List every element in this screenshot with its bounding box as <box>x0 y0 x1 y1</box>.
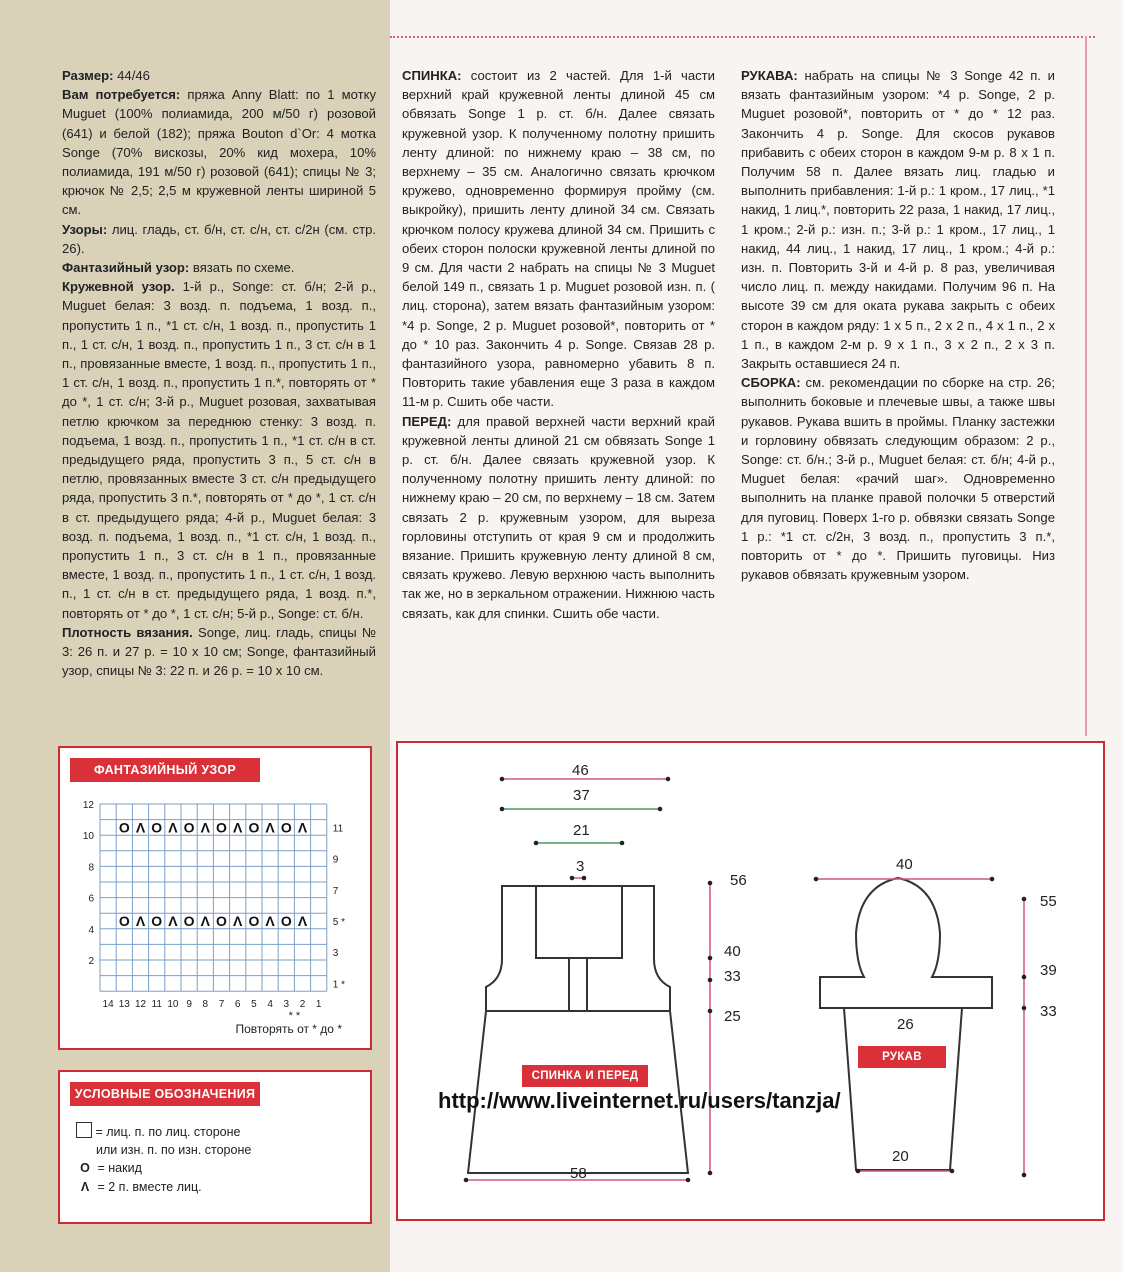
dim-40-label: 40 <box>724 943 741 960</box>
right-rule-divider <box>1085 36 1087 736</box>
dim-26-label: 26 <box>897 1016 914 1033</box>
lace-label: Кружевной узор. <box>62 279 175 295</box>
yarnover-icon: O <box>80 1161 90 1175</box>
sleeves-paragraph <box>741 66 1055 373</box>
materials-label: Вам потребуется: <box>62 87 181 103</box>
yarnover-icon: O <box>183 913 195 929</box>
assembly-paragraph <box>741 373 1055 584</box>
size-paragraph <box>62 66 376 85</box>
pattern-chart-title: ФАНТАЗИЙНЫЙ УЗОР <box>70 758 260 782</box>
yarnover-icon: O <box>151 913 163 929</box>
yarnover-icon: O <box>248 913 260 929</box>
k2tog-icon: Λ <box>135 819 146 836</box>
legend-box <box>58 1070 372 1224</box>
k2tog-icon: Λ <box>233 913 243 929</box>
row-label-left: 2 <box>88 956 94 967</box>
size-label: Размер: <box>62 68 114 83</box>
fancy-text: вязать по схеме. <box>189 260 295 276</box>
row-label-left: 4 <box>88 924 94 936</box>
k2tog-icon: Λ <box>233 819 243 836</box>
dim-20-label: 20 <box>892 1148 909 1165</box>
k2tog-icon: Λ <box>297 913 308 929</box>
row-label-left: 10 <box>82 831 94 843</box>
repeat-stars: * * <box>288 1010 301 1023</box>
patterns-label: Узоры: <box>62 221 108 237</box>
materials-text: пряжа Anny Blatt: по 1 мотку Muguet (100% полиамида, 200 м/50 г) розовой (641) и белой (182); пряжа Bouton d`Or: 4 мотка Songe (70% вискозы, 20% кид мохера, 10% полиамида, 191 м/50 г) розовой (641); спицы № 3; крючок № 2,5; 2,5 м кружевной ленты шириной 5 см. <box>62 87 376 218</box>
col-label: 13 <box>118 999 130 1011</box>
row-label-left: 12 <box>82 800 94 811</box>
body-label-tag: СПИНКА И ПЕРЕД <box>522 1065 648 1087</box>
row-label-right: 9 <box>332 854 339 866</box>
col-label: 6 <box>234 999 241 1011</box>
yarnover-icon: O <box>183 819 195 836</box>
dim-40s-label: 40 <box>896 856 913 873</box>
col-label: 2 <box>299 999 306 1011</box>
col-label: 14 <box>102 999 114 1011</box>
fancy-label: Фантазийный узор: <box>62 260 190 276</box>
row-label-right: 7 <box>332 885 339 897</box>
col-label: 1 <box>315 999 322 1011</box>
yarnover-icon: O <box>151 819 163 836</box>
neckline-rect <box>536 886 622 958</box>
row-label-right: 1 * <box>332 979 346 991</box>
front-paragraph <box>402 412 715 623</box>
patterns-paragraph <box>62 220 376 258</box>
dim-21-label: 21 <box>573 822 590 839</box>
legend-item-knit-text2: или изн. п. по изн. стороне <box>96 1143 252 1157</box>
dim-33s-label: 33 <box>1040 1003 1057 1020</box>
col-label: 8 <box>202 999 209 1011</box>
legend-item-k2tog <box>76 1178 202 1196</box>
legend-title: УСЛОВНЫЕ ОБОЗНАЧЕНИЯ <box>70 1082 260 1106</box>
dim-3-label: 3 <box>576 858 585 875</box>
k2tog-icon: Λ <box>200 913 210 929</box>
legend-item-k2tog-text: = 2 п. вместе лиц. <box>97 1180 202 1194</box>
schematic-box <box>396 741 1105 1221</box>
dim-37-label: 37 <box>573 787 590 804</box>
k2tog-icon: Λ <box>200 819 210 836</box>
col-label: 12 <box>134 999 147 1011</box>
density-label: Плотность вязания. <box>62 624 193 640</box>
legend-item-yarnover-text: = накид <box>97 1161 142 1175</box>
sleeve-cap-outline <box>820 878 992 1008</box>
row-label-right: 11 <box>332 823 344 835</box>
col-label: 11 <box>151 999 162 1011</box>
yarnover-icon: O <box>280 913 292 929</box>
yarnover-icon: O <box>118 819 130 836</box>
row-label-right: 3 <box>332 948 339 960</box>
top-rule-divider <box>390 36 1095 38</box>
back-paragraph <box>402 66 715 412</box>
col-label: 7 <box>218 999 225 1011</box>
dim-58-label: 58 <box>570 1165 587 1182</box>
col-label: 4 <box>267 999 273 1011</box>
back-label: СПИНКА: <box>402 68 462 83</box>
row-label-right: 5 * <box>332 917 346 928</box>
empty-square-icon <box>76 1122 92 1138</box>
watermark-url[interactable]: http://www.liveinternet.ru/users/tanzja/ <box>438 1088 841 1113</box>
row-label-left: 6 <box>88 893 94 905</box>
back-text: состоит из 2 частей. Для 1-й части верхний край кружевной ленты длиной 45 см обвязать Songe 1 р. ст. б/н. Далее связать кружевной узор. К полученному полотну пришить ленту длиной: по нижнему краю – 38 см, по верхнему – 35 см. Аналогично связать крючком кружево, одновременно формируя пройму (см. выкройку), пришить ленту длиной 34 см. Связать крючком полосу кружева длиной 34 см. Пришить с обеих сторон полоски кружевной ленты длиной по 9 см. Для части 2 набрать на спицы № 3 Muguet белой 149 п., связать 1 р. Muguet розовой изн. п. ( лиц. сторона), затем вязать фантазийным узором: *4 р. Songe, 2 р. Muguet розовой*, повторить от * до * 10 раз. Закончить 4 р. Songe. Связав 28 р. фантазийного узора, равномерно убавить 8 п. Повторить такие убавления еще 3 раза в каждом 11-м р. Сшить обе части. <box>402 68 715 410</box>
assembly-text: см. рекомендации по сборке на стр. 26; выполнить боковые и плечевые швы, а также швы рукавов. Рукава вшить в проймы. Планку застежки и горловину обвязать следующим образом: 2 р., Songe: ст. б/н.; 3-й р., Muguet белая: ст. б/н; 4-й р., Muguet белая: «рачий шаг». Одновременно выполнить на планке правой полочки 5 отверстий для пуговиц. Поверх 1-го р. обвязки связать Songe 1 р.: *1 ст. с/2н, 3 возд. п., пропустить 3 п.*, повторить от * до *. Пришить пуговицы. Низ рукавов обвязать кружевным узором. <box>741 375 1055 583</box>
fancy-paragraph <box>62 258 376 277</box>
pattern-chart-box <box>58 746 372 1050</box>
dim-56-label: 56 <box>730 872 747 889</box>
yarnover-icon: O <box>118 913 130 929</box>
k2tog-icon: Λ <box>135 913 146 929</box>
col-label: 5 <box>251 999 257 1011</box>
dim-46-label: 46 <box>572 762 589 779</box>
instructions-column-2 <box>402 66 715 623</box>
dim-39-label: 39 <box>1040 962 1057 979</box>
sleeves-label: РУКАВА: <box>741 68 798 83</box>
instructions-column-3 <box>741 66 1055 584</box>
pattern-grid <box>60 748 370 1048</box>
size-text: 44/46 <box>113 68 150 83</box>
yarnover-icon: O <box>216 819 227 836</box>
schematic-drawing <box>398 743 1103 1219</box>
k2tog-icon: Λ <box>265 913 275 929</box>
front-text: для правой верхней части верхний край кружевной ленты длиной 21 см обвязать Songe 1 р. ст. б/н. Далее связать кружевной узор. К полученному полотну пришить ленту длиной: по нижнему краю – 20 см, по верхнему – 18 см. Затем связать 2 р. кружевным узором, для выреза горловины отступить от края 9 см и продолжить вязание. Пришить кружевную ленту длиной 8 см, связать кружево. Левую верхнюю часть выполнить так же, но в зеркальном отражении. Нижнюю часть связать, как для спинки. Сшить обе части. <box>402 413 715 621</box>
k2tog-icon: Λ <box>80 1180 90 1194</box>
legend-item-knit-text: = лиц. п. по лиц. стороне <box>95 1125 241 1139</box>
lace-text: 1-й р., Songe: ст. б/н; 2-й р., Muguet белая: 3 возд. п. подъема, 1 возд. п., пропустить 1 п., *1 ст. с/н, 1 возд. п., пропустить 1 п., 1 ст. с/н, 1 возд. п., пропустить 1 п., 3 ст. с/н в 1 п., провязанные вместе, 1 возд. п., пропустить 1 п., 1 ст. с/н, 1 возд. п., пропустить 1 п.*, повторять от * до *, 1 ст. с/н; 3-й р., Muguet розовая, захватывая петлю крючком за переднюю стенку: 3 возд. п. подъема, 1 возд. п., пропустить 1 п., *1 ст. с/н в ст. предыдущего ряда, пропустить 3 п., 5 ст. с/н в петлю, провязанных вместе 3 ст. с/н предыдущего ряда, пропустить 3 п.*, повторять от * до *, 1 ст. с/н в ст. предыдущего ряда; 4-й р., Muguet белая: 3 возд. п. подъема, 1 возд. п., *1 ст. с/н, 1 возд. п., пропустить 1 п., 3 ст. с/н в 1 п., провязанные вместе, 1 возд. п., пропустить 1 п., 1 ст. с/н, 1 возд. п., 1 ст. с/н в ст. предыдущего ряда, 1 возд. п.*, повторять от * до *, 1 ст. с/н; 5-й р., Songe: ст. б/н. <box>62 279 376 621</box>
col-label: 3 <box>283 999 290 1011</box>
assembly-label: СБОРКА: <box>741 375 801 391</box>
yarnover-icon: O <box>280 819 292 836</box>
dim-25-label: 25 <box>724 1008 741 1025</box>
yarnover-icon: O <box>248 819 260 836</box>
materials-paragraph <box>62 85 376 219</box>
density-text: Songe, лиц. гладь, спицы № 3: 26 п. и 27 р. = 10 х 10 см; Songe, фантазийный узор, спицы № 3: 22 п. и 26 р. = 10 х 10 см. <box>62 624 376 679</box>
lace-paragraph <box>62 277 376 623</box>
col-label: 9 <box>186 999 192 1011</box>
legend-item-yarnover <box>76 1159 142 1177</box>
row-label-left: 8 <box>88 862 94 874</box>
front-label: ПЕРЕД: <box>402 413 452 429</box>
legend-item-knit <box>76 1122 251 1159</box>
patterns-text: лиц. гладь, ст. б/н, ст. с/н, ст. с/2н (см. стр. 26). <box>62 221 376 256</box>
grid-lines <box>100 804 327 991</box>
body-piece <box>468 886 688 1173</box>
repeat-note: Повторять от * до * <box>235 1022 342 1037</box>
density-paragraph <box>62 623 376 681</box>
k2tog-icon: Λ <box>168 913 178 929</box>
body-outline <box>468 886 688 1173</box>
k2tog-icon: Λ <box>297 819 308 836</box>
k2tog-icon: Λ <box>265 819 275 836</box>
dim-33-label: 33 <box>724 968 741 985</box>
dim-55-label: 55 <box>1040 893 1057 910</box>
k2tog-icon: Λ <box>168 819 178 836</box>
instructions-column-1 <box>62 66 376 681</box>
sleeve-label-tag: РУКАВ <box>858 1046 946 1068</box>
col-label: 10 <box>167 999 179 1011</box>
yarnover-icon: O <box>216 913 227 929</box>
sleeves-text: набрать на спицы № 3 Songe 42 п. и вязать фантазийным узором: *4 р. Songe, 2 р. Muguet розовой*, повторить от * до * 12 раз. Закончить 4 р. Songe. Для скосов рукавов прибавить с обеих сторон в каждом 9-м р. 8 х 1 п. Получим 58 п. Далее вязать лиц. гладью и выполнить прибавления: 1-й р.: 1 кром., 17 лиц., *1 накид, 1 лиц.*, повторить 22 раза, 1 накид, 17 лиц., 1 кром.; 2-й р.: изн. п.; 3-й р.: 1 кром., 17 лиц., 1 накид, 44 лиц., 1 накид, 17 лиц., 1 кром.; 4-й р.: изн. п. Повторить 3-й и 4-й р. 8 раз, увеличивая число лиц. п. между накидами. Получим 96 п. На высоте 39 см для оката рукава закрыть с обеих сторон в каждом ряду: 1 х 5 п., 2 х 2 п., 4 х 1 п., 2 х 1 п., в каждом 2-м р. 9 х 1 п., 3 х 2 п., 2 х 3 п. Закрыть оставшиеся 24 п. <box>741 68 1055 372</box>
